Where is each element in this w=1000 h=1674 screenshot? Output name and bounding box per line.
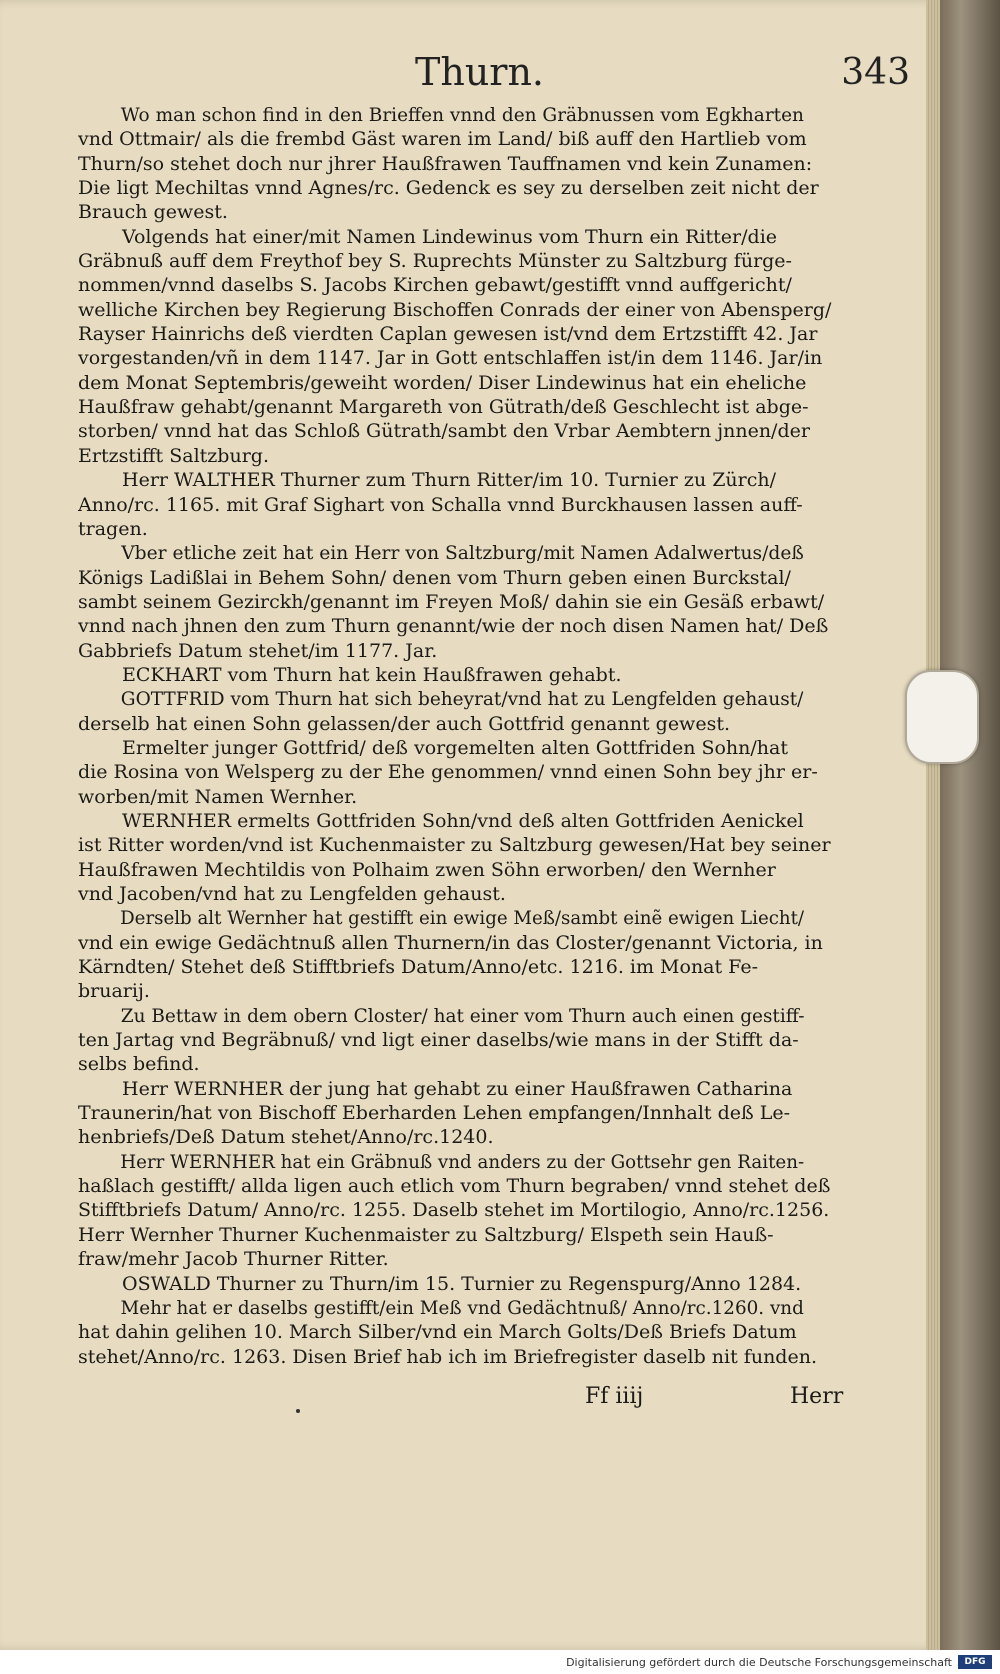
ink-dot [296,1409,300,1413]
page-edges [926,0,940,1650]
text-line: Ertzstifft Saltzburg. [78,444,269,467]
text-line: Anno/rc. 1165. mit Graf Sighart von Schalla vnnd Burckhausen lassen auff- [78,493,803,516]
text-line: Herr WERNHER hat ein Gräbnuß vnd anders zu der Gottsehr gen Raiten- [120,1150,805,1173]
text-line: Thurn/so stehet doch nur jhrer Haußfrawen Tauffnamen vnd kein Zunamen: [78,152,813,175]
digitization-credit: Digitalisierung gefördert durch die Deutsche Forschungsgemeinschaft [566,1656,952,1669]
text-line: vnnd nach jhnen den zum Thurn genannt/wie der noch disen Namen hat/ Deß [78,615,829,638]
text-line: welliche Kirchen bey Regierung Bischoffen Conrads der einer von Abensperg/ [78,298,832,321]
text-line: ECKHART vom Thurn hat kein Haußfrawen gehabt. [122,663,622,686]
text-line: vorgestanden/vñ in dem 1147. Jar in Gott entschlaffen ist/in dem 1146. Jar/in [78,347,823,370]
text-line: vnd Ottmair/ als die frembd Gäst waren im Land/ biß auff den Hartlieb vom [78,128,807,151]
text-line: Rayser Hainrichs deß vierdten Caplan gewesen ist/vnd dem Ertzstifft 42. Jar [78,323,818,346]
text-line: WERNHER ermelts Gottfriden Sohn/vnd deß alten Gottfriden Aenickel [122,809,804,832]
text-line: bruarij. [78,980,150,1003]
text-line: fraw/mehr Jacob Thurner Ritter. [78,1248,389,1271]
text-line: nommen/vnnd daselbs S. Jacobs Kirchen gebawt/gestifft vnnd auffgericht/ [78,274,792,297]
text-line: worben/mit Namen Wernher. [78,785,358,808]
text-line: Vber etliche zeit hat ein Herr von Saltzburg/mit Namen Adalwertus/deß [121,542,804,565]
signature-mark: Ff iiij [585,1384,644,1409]
text-line: sambt seinem Gezirckh/genannt im Freyen Moß/ dahin sie ein Gesäß erbawt/ [78,590,825,613]
text-line: vnd Jacoben/vnd hat zu Lengfelden gehaust. [78,883,506,905]
page-header [70,50,910,100]
text-line: Haußfraw gehabt/genannt Margareth von Gütrath/deß Geschlecht ist abge- [78,396,809,419]
text-line: Herr WALTHER Thurner zum Thurn Ritter/im 10. Turnier zu Zürch/ [122,469,777,492]
text-line: Volgends hat einer/mit Namen Lindewinus vom Thurn ein Ritter/die [122,225,778,248]
text-line: Die ligt Mechiltas vnnd Agnes/rc. Gedenck es sey zu derselben zeit nicht der [78,177,819,200]
text-line: haßlach gestifft/ allda ligen auch etlich vom Thurn begraben/ vnnd stehet deß [78,1175,831,1198]
text-line: Traunerin/hat von Bischoff Eberharden Lehen empfangen/Innhalt deß Le- [78,1102,791,1125]
text-line: Ermelter junger Gottfrid/ deß vorgemelten alten Gottfriden Sohn/hat [122,736,789,759]
text-line: henbriefs/Deß Datum stehet/Anno/rc.1240. [78,1126,494,1149]
text-line: dem Monat Septembris/geweiht worden/ Diser Lindewinus hat ein eheliche [78,371,807,394]
body-text [78,103,848,1369]
text-line: stehet/Anno/rc. 1263. Disen Brief hab ich im Briefregister daselb nit funden. [78,1345,817,1368]
text-line: vnd ein ewige Gedächtnuß allen Thurnern/in das Closter/genannt Victoria, in [78,931,823,954]
text-line: Derselb alt Wernher hat gestifft ein ewige Meß/sambt einẽ ewigen Liecht/ [120,907,805,930]
book-binding-edge [940,0,1000,1650]
text-line: tragen. [78,517,148,540]
dfg-logo: DFG [958,1655,992,1669]
text-line: OSWALD Thurner zu Thurn/im 15. Turnier zu Regenspurg/Anno 1284. [122,1272,802,1295]
text-line: Gabbriefs Datum stehet/im 1177. Jar. [78,639,438,662]
text-line: Gräbnuß auff dem Freythof bey S. Ruprechts Münster zu Saltzburg fürge- [78,250,792,273]
text-line: Wo man schon find in den Brieffen vnnd den Gräbnussen vom Egkharten [120,104,804,126]
text-line: selbs befind. [78,1053,200,1076]
text-line: die Rosina von Welsperg zu der Ehe genommen/ vnnd einen Sohn bey jhr er- [78,761,818,784]
text-line: Kärndten/ Stehet deß Stifftbriefs Datum/Anno/etc. 1216. im Monat Fe- [78,956,758,979]
text-line: storben/ vnnd hat das Schloß Gütrath/sambt den Vrbar Aembtern jnnen/der [78,420,810,443]
text-line: hat dahin gelihen 10. March Silber/vnd ein March Golts/Deß Briefs Datum [78,1321,797,1344]
text-line: Herr Wernher Thurner Kuchenmaister zu Saltzburg/ Elspeth sein Hauß- [78,1223,774,1246]
text-line: ist Ritter worden/vnd ist Kuchenmaister zu Saltzburg gewesen/Hat bey seiner [78,834,831,857]
text-line: ten Jartag vnd Begräbnuß/ vnd ligt einer daselbs/wie mans in der Stifft da- [78,1029,799,1052]
text-line: GOTTFRID vom Thurn hat sich beheyrat/vnd hat zu Lengfelden gehaust/ [120,688,804,711]
text-line: derselb hat einen Sohn gelassen/der auch Gottfrid genannt gewest. [78,712,730,735]
page-clip-tab [905,670,979,764]
catchword: Herr [790,1384,844,1409]
text-line: Herr WERNHER der jung hat gehabt zu einer Haußfrawen Catharina [122,1077,793,1100]
page-number: 343 [841,52,910,93]
text-line: Brauch gewest. [78,201,228,224]
text-line: Königs Ladißlai in Behem Sohn/ denen vom Thurn geben einen Burckstal/ [78,566,791,589]
running-title: Thurn. [415,50,545,94]
text-line: Zu Bettaw in dem obern Closter/ hat einer vom Thurn auch einen gestiff- [120,1004,805,1027]
text-line: Haußfrawen Mechtildis von Polhaim zwen Söhn erworben/ den Wernher [78,858,776,881]
text-line: Stifftbriefs Datum/ Anno/rc. 1255. Daselb stehet im Mortilogio, Anno/rc.1256. [78,1199,830,1222]
text-line: Mehr hat er daselbs gestifft/ein Meß vnd Gedächtnuß/ Anno/rc.1260. vnd [120,1296,804,1319]
